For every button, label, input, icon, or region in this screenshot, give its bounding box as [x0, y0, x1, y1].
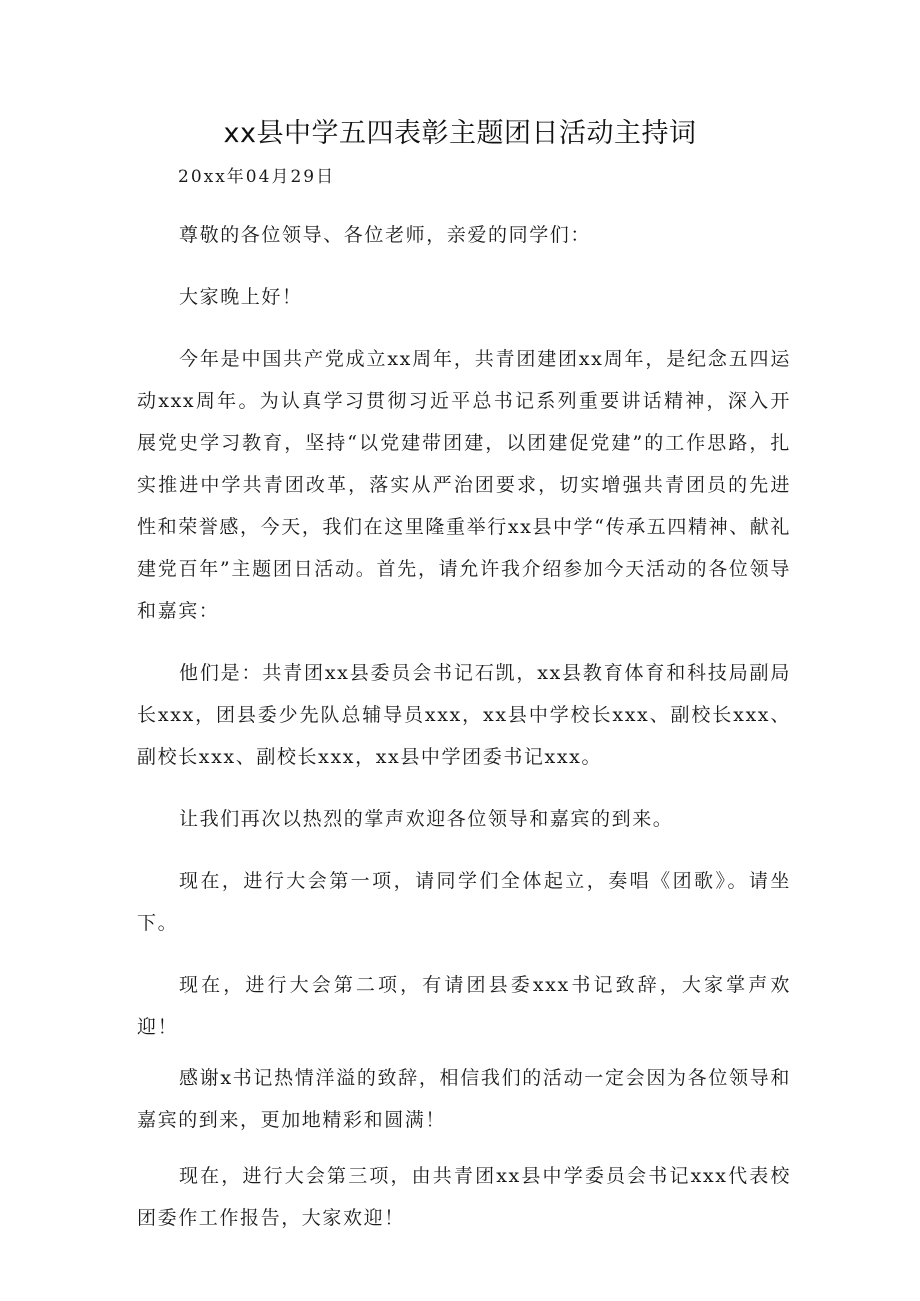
- welcome-paragraph: 让我们再次以热烈的掌声欢迎各位领导和嘉宾的到来。: [179, 808, 674, 830]
- thanks-paragraph: 感谢x书记热情洋溢的致辞，相信我们的活动一定会因为各位领导和嘉宾的到来，更加地精彩和圆满！: [137, 1067, 791, 1131]
- item-three-paragraph: 现在，进行大会第三项，由共青团xx县中学委员会书记xxx代表校团委作工作报告，大家欢迎！: [137, 1165, 791, 1229]
- greeting-paragraph: 大家晚上好！: [179, 286, 303, 308]
- item-two-paragraph: 现在，进行大会第二项，有请团县委xxx书记致辞，大家掌声欢迎！: [137, 974, 791, 1038]
- salutation-paragraph: 尊敬的各位领导、各位老师，亲爱的同学们：: [179, 224, 592, 246]
- item-one-paragraph: 现在，进行大会第一项，请同学们全体起立，奏唱《团歌》。请坐下。: [137, 870, 791, 934]
- document-title: xx县中学五四表彰主题团日活动主持词: [223, 118, 697, 149]
- document-date: 20xx年04月29日: [178, 167, 336, 187]
- document-body: [137, 214, 791, 1239]
- guests-paragraph: 他们是：共青团xx县委员会书记石凯，xx县教育体育和科技局副局长xxx，团县委少先队总辅导员xxx，xx县中学校长xxx、副校长xxx、副校长xxx、副校长xxx，xx县中学团委书记xxx。: [137, 662, 791, 768]
- opening-paragraph: 今年是中国共产党成立xx周年，共青团建团xx周年，是纪念五四运动xxx周年。为认真学习贯彻习近平总书记系列重要讲话精神，深入开展党史学习教育，坚持“以党建带团建，以团建促党建”的工作思路，扎实推进中学共青团改革，落实从严治团要求，切实增强共青团员的先进性和荣誉感，今天，我们在这里隆重举行xx县中学“传承五四精神、献礼建党百年”主题团日活动。首先，请允许我介绍参加今天活动的各位领导和嘉宾：: [137, 348, 791, 622]
